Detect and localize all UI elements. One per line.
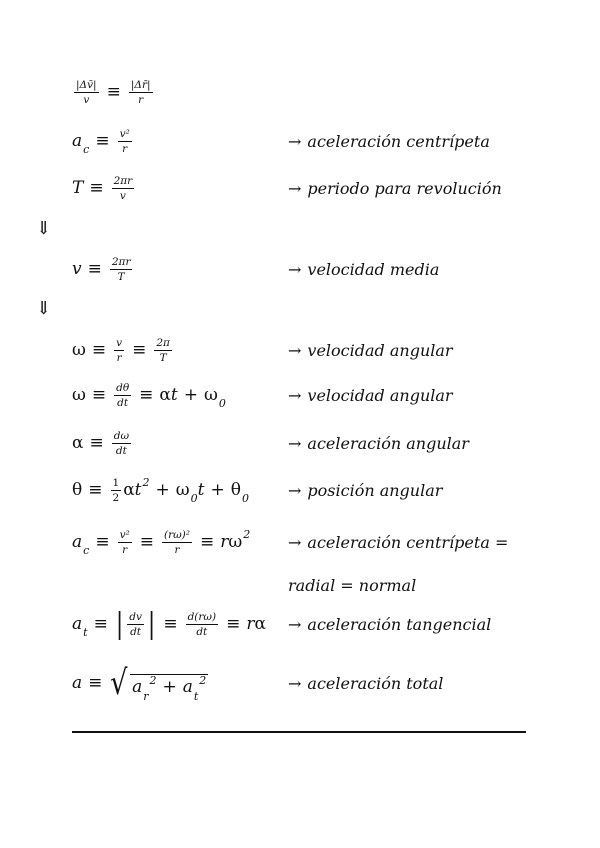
equation-10: a t ≡ | $\frac{dv}{dt}$ | ≡ $\frac{d(r\omega)}{dt}$ ≡ r α xyxy=(72,607,266,641)
description-9-continued: radial = normal xyxy=(288,575,417,595)
equation-1: $\frac{|\Delta v̄|}{v}$ ≡ $\frac{|\Delta r̄|}{r}$ xyxy=(76,78,151,106)
continuation-row xyxy=(72,565,532,605)
description-11: → aceleración total xyxy=(288,673,444,693)
description-3: → periodo para revolución xyxy=(288,178,502,198)
equation-2: a c ≡ $\frac{\text{v²}}{r}$ xyxy=(72,127,130,156)
equation-9: a c ≡ $\frac{\text{v²}}{r}$ ≡ $\frac{\text{(rω)²}}{r}$ ≡ r ω 2 xyxy=(72,527,251,557)
implies-arrow-2: ⇓ xyxy=(36,298,52,319)
equation-row-9 xyxy=(72,522,532,562)
equation-row-6 xyxy=(72,375,532,415)
equation-row-8 xyxy=(72,470,532,510)
equation-8: θ ≡ $\frac{1}{2}$ α t 2 + ω 0 t + θ 0 xyxy=(72,475,249,505)
description-4: → velocidad media xyxy=(288,259,440,279)
equation-row-11 xyxy=(72,663,532,703)
description-9: → aceleración centrípeta = xyxy=(288,532,509,552)
implies-arrow-1: ⇓ xyxy=(36,218,52,239)
square-root-icon: √ xyxy=(110,663,128,703)
description-7: → aceleración angular xyxy=(288,433,469,453)
equation-5: ω ≡ $\frac{v}{r}$ ≡ $\frac{2\pi}{T}$ xyxy=(72,336,170,364)
equation-3: T ≡ $\frac{2\pi r}{v}$ xyxy=(72,174,133,202)
equation-row-2 xyxy=(72,121,532,161)
equation-row-1 xyxy=(72,72,532,112)
equation-row-4 xyxy=(72,249,532,289)
description-8: → posición angular xyxy=(288,480,443,500)
equation-row-7 xyxy=(72,423,532,463)
description-6: → velocidad angular xyxy=(288,385,453,405)
equation-4: v ≡ $\frac{2\pi r}{T}$ xyxy=(72,255,131,283)
description-10: → aceleración tangencial xyxy=(288,614,492,634)
equation-row-5 xyxy=(72,330,532,370)
equation-6: ω ≡ $\frac{d\theta}{dt}$ ≡ α t + ω 0 xyxy=(72,381,226,410)
equation-11: a ≡ √ $a_r^2 + a_t^2$ xyxy=(72,663,207,703)
equation-row-10 xyxy=(72,604,532,644)
equation-7: α ≡ $\frac{d\omega}{dt}$ xyxy=(72,429,130,457)
description-2: → aceleración centrípeta xyxy=(288,131,490,151)
horizontal-rule xyxy=(72,731,526,733)
equation-row-3 xyxy=(72,168,532,208)
description-5: → velocidad angular xyxy=(288,340,453,360)
